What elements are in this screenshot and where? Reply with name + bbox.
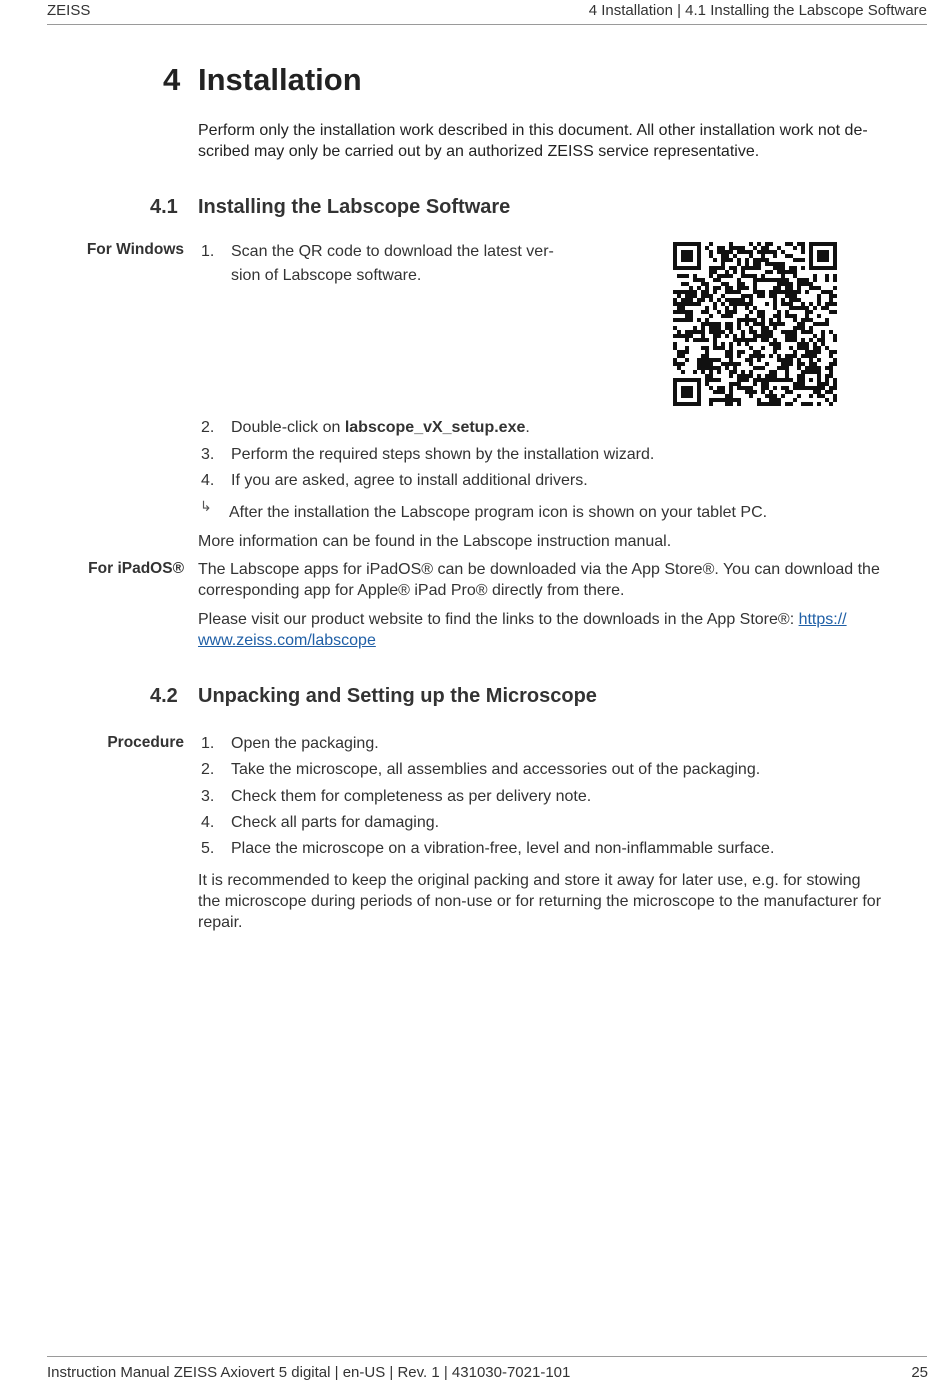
step-text-line: Scan the QR code to download the latest ver- bbox=[231, 243, 554, 260]
visit-text bbox=[198, 609, 847, 651]
header-rule bbox=[47, 24, 927, 25]
visit-text-line: Please visit our product website to find the links to the downloads in the App Store®: bbox=[198, 611, 799, 628]
website-link[interactable]: https:// bbox=[798, 611, 847, 628]
step-text: Place the microscope on a vibration-free, level and non-inflammable surface. bbox=[231, 840, 775, 857]
step-text: Take the microscope, all assemblies and accessories out of the packaging. bbox=[231, 761, 761, 778]
step-number: 3. bbox=[201, 446, 215, 463]
packing-note-line: It is recommended to keep the original packing and store it away for later use, e.g. for stowing bbox=[198, 872, 861, 889]
more-info-text: More information can be found in the Labscope instruction manual. bbox=[198, 533, 672, 550]
section-number: 4.2 bbox=[150, 685, 178, 707]
step-number: 4. bbox=[201, 814, 215, 831]
step-text-part: . bbox=[525, 419, 530, 436]
step-text bbox=[231, 416, 530, 440]
step-number: 1. bbox=[201, 735, 215, 752]
side-label-windows: For Windows bbox=[86, 241, 184, 258]
chapter-intro bbox=[198, 120, 868, 162]
packing-note bbox=[198, 870, 881, 933]
step-text: Perform the required steps shown by the installation wizard. bbox=[231, 446, 655, 463]
section-title: Installing the Labscope Software bbox=[198, 196, 511, 218]
step-text bbox=[231, 240, 554, 288]
step-number: 4. bbox=[201, 472, 215, 489]
header-breadcrumb: 4 Installation | 4.1 Installing the Labscope Software bbox=[588, 2, 927, 19]
section-number: 4.1 bbox=[150, 196, 178, 218]
qr-code-icon bbox=[673, 242, 837, 406]
step-number: 2. bbox=[201, 419, 215, 436]
step-text: Open the packaging. bbox=[231, 735, 379, 752]
result-arrow-icon: ↳ bbox=[200, 498, 212, 514]
step-text-part: Double-click on bbox=[231, 419, 345, 436]
step-text: Check all parts for damaging. bbox=[231, 814, 440, 831]
side-label-ipados: For iPadOS® bbox=[88, 560, 184, 577]
step-text: Check them for completeness as per delivery note. bbox=[231, 788, 592, 805]
packing-note-line: repair. bbox=[198, 914, 243, 931]
chapter-intro-line: Perform only the installation work described in this document. All other installation work not de- bbox=[198, 122, 868, 139]
packing-note-line: the microscope during periods of non-use or for returning the microscope to the manufacturer for bbox=[198, 893, 882, 910]
chapter-intro-line: scribed may only be carried out by an authorized ZEISS service representative. bbox=[198, 143, 760, 160]
page-number: 25 bbox=[911, 1364, 928, 1381]
ipados-text-line: corresponding app for Apple® iPad Pro® directly from there. bbox=[198, 582, 625, 599]
step-number: 3. bbox=[201, 788, 215, 805]
chapter-number: 4 bbox=[163, 62, 181, 97]
website-link[interactable]: www.zeiss.com/labscope bbox=[198, 632, 376, 649]
step-number: 5. bbox=[201, 840, 215, 857]
header-brand: ZEISS bbox=[47, 2, 91, 19]
footer-manual-info: Instruction Manual ZEISS Axiovert 5 digital | en-US | Rev. 1 | 431030-7021-101 bbox=[47, 1364, 571, 1381]
chapter-title: Installation bbox=[198, 62, 362, 97]
side-label-procedure: Procedure bbox=[107, 734, 184, 751]
step-number: 2. bbox=[201, 761, 215, 778]
footer-rule bbox=[47, 1356, 927, 1357]
step-number: 1. bbox=[201, 243, 215, 260]
ipados-text-line: The Labscope apps for iPadOS® can be downloaded via the App Store®. You can download the bbox=[198, 561, 880, 578]
step-text-line: sion of Labscope software. bbox=[231, 267, 422, 284]
step-text: If you are asked, agree to install additional drivers. bbox=[231, 472, 588, 489]
setup-file-name: labscope_vX_setup.exe bbox=[344, 419, 526, 436]
ipados-text bbox=[198, 559, 880, 601]
section-title: Unpacking and Setting up the Microscope bbox=[198, 685, 597, 707]
result-text: After the installation the Labscope program icon is shown on your tablet PC. bbox=[229, 504, 768, 521]
